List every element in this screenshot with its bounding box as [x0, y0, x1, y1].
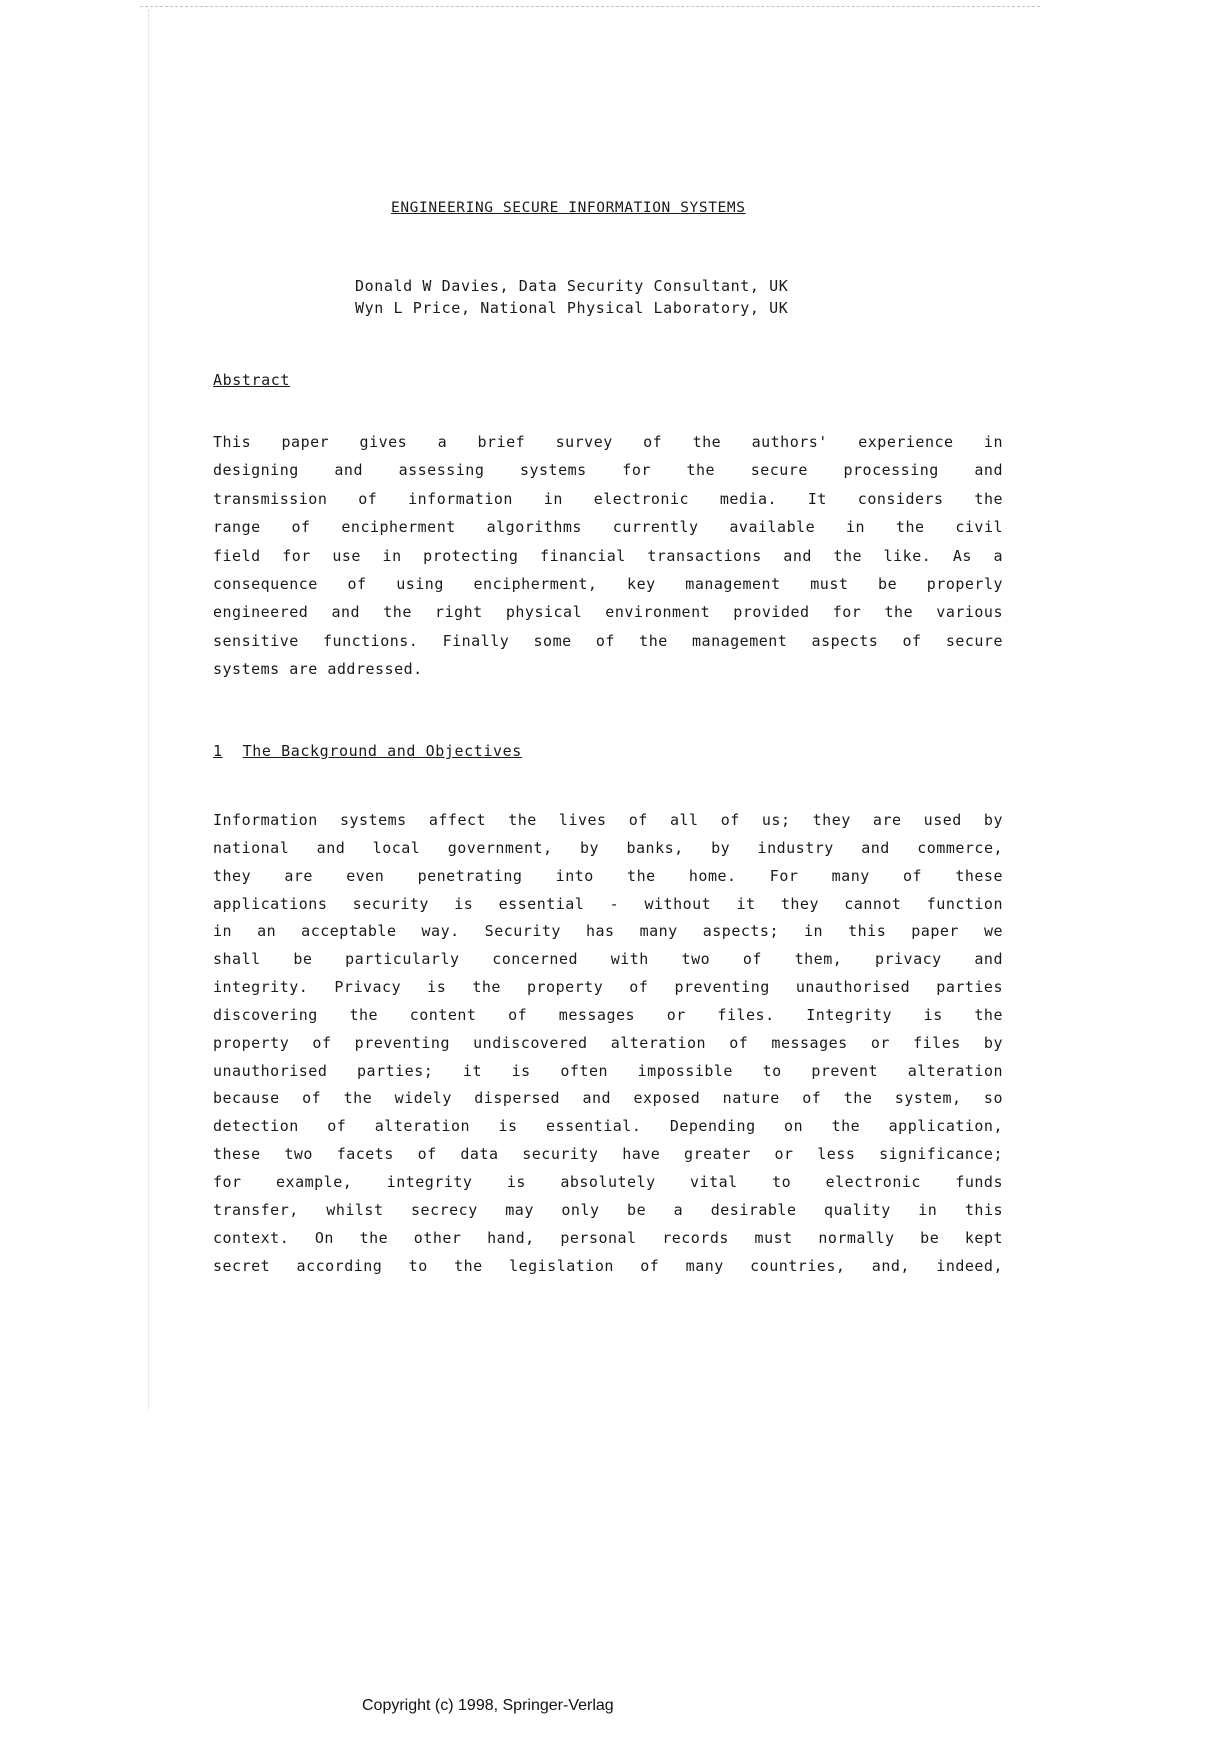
text-line: integrity. Privacy is the property of preventing unauthorised parties	[213, 978, 1003, 997]
section-number: 1	[213, 742, 223, 760]
text-line: sensitive functions. Finally some of the management aspects of secure	[213, 631, 1003, 650]
text-line: for example, integrity is absolutely vital to electronic funds	[213, 1172, 1003, 1191]
text-line: consequence of using encipherment, key management must be properly	[213, 574, 1003, 593]
text-line: transmission of information in electronic media. It considers the	[213, 489, 1003, 508]
text-line: context. On the other hand, personal records must normally be kept	[213, 1228, 1003, 1247]
text-line: unauthorised parties; it is often impossible to prevent alteration	[213, 1061, 1003, 1080]
author-line: Wyn L Price, National Physical Laboratory, UK	[355, 299, 789, 317]
text-line: these two facets of data security have greater or less significance;	[213, 1145, 1003, 1164]
text-line: applications security is essential - without it they cannot function	[213, 894, 1003, 913]
text-line: they are even penetrating into the home. For many of these	[213, 866, 1003, 885]
section-heading	[213, 742, 522, 760]
abstract-paragraph	[213, 428, 1003, 684]
paper-title: ENGINEERING SECURE INFORMATION SYSTEMS	[391, 200, 746, 216]
text-line: This paper gives a brief survey of the authors' experience in	[213, 433, 1003, 451]
text-line: field for use in protecting financial transactions and the like. As a	[213, 546, 1003, 565]
abstract-heading: Abstract	[213, 371, 291, 389]
section-paragraph	[213, 807, 1003, 1280]
text-line: because of the widely dispersed and exposed nature of the system, so	[213, 1089, 1003, 1108]
scan-edge-top	[140, 6, 1040, 7]
author-block	[355, 275, 788, 319]
text-line: discovering the content of messages or files. Integrity is the	[213, 1005, 1003, 1024]
text-line: Information systems affect the lives of all of us; they are used by	[213, 811, 1003, 829]
text-line: transfer, whilst secrecy may only be a desirable quality in this	[213, 1200, 1003, 1219]
text-line: property of preventing undiscovered alteration of messages or files by	[213, 1033, 1003, 1052]
text-line: shall be particularly concerned with two of them, privacy and	[213, 950, 1003, 969]
text-line: systems are addressed.	[213, 660, 423, 679]
text-line: in an acceptable way. Security has many aspects; in this paper we	[213, 922, 1003, 941]
text-line: detection of alteration is essential. Depending on the application,	[213, 1117, 1003, 1136]
text-line: national and local government, by banks, by industry and commerce,	[213, 838, 1003, 857]
text-line: designing and assessing systems for the secure processing and	[213, 461, 1003, 480]
scan-edge-left	[148, 10, 149, 1410]
copyright-notice: Copyright (c) 1998, Springer-Verlag	[362, 1697, 614, 1714]
text-line: secret according to the legislation of many countries, and, indeed,	[213, 1256, 1003, 1275]
text-line: range of encipherment algorithms currently available in the civil	[213, 518, 1003, 537]
text-line: engineered and the right physical environment provided for the various	[213, 603, 1003, 622]
section-title: The Background and Objectives	[242, 742, 522, 760]
author-line: Donald W Davies, Data Security Consultant, UK	[355, 277, 789, 295]
